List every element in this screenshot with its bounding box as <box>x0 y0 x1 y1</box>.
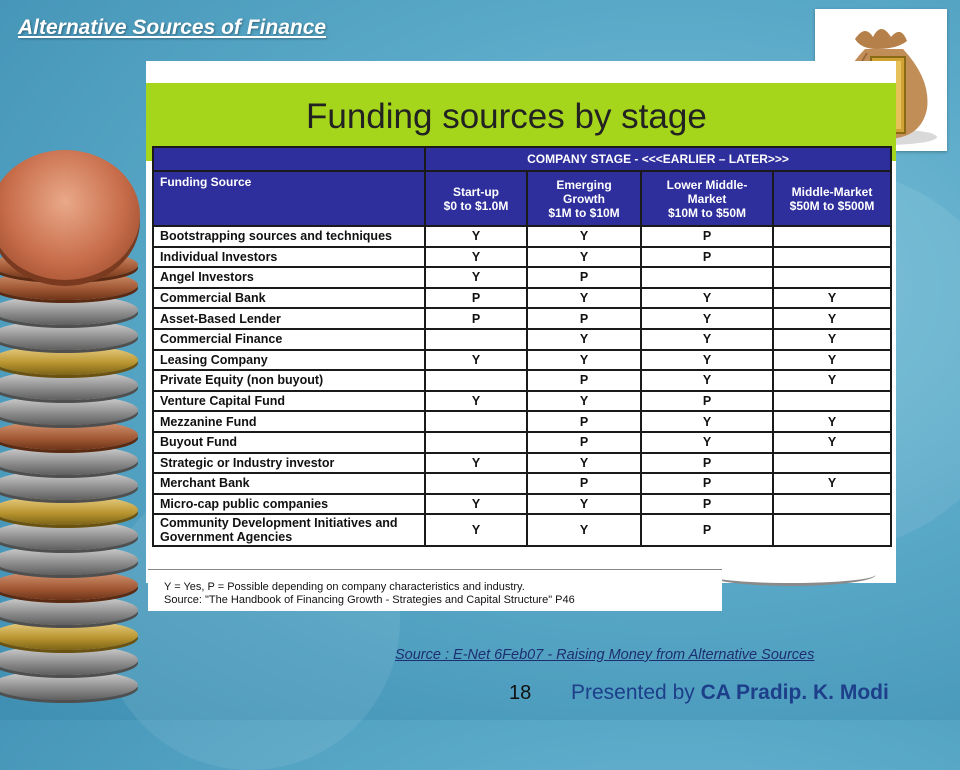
presenter-name: CA Pradip. K. Modi <box>700 681 889 704</box>
table-row: Community Development Initiatives and Government Agencies Y Y P <box>153 514 891 546</box>
footnote-legend: Y = Yes, P = Possible depending on company characteristics and industry. <box>164 581 525 593</box>
column-header: Start-up $0 to $1.0M <box>425 171 527 226</box>
table-row: Mezzanine Fund P Y Y <box>153 411 891 432</box>
coin-stack-image <box>0 150 140 720</box>
footnote-source: Source: "The Handbook of Financing Growth - Strategies and Capital Structure" P46 <box>164 594 575 606</box>
funding-table <box>152 146 892 547</box>
column-header: Emerging Growth $1M to $10M <box>527 171 641 226</box>
table-row: Commercial Bank P Y Y Y <box>153 288 891 309</box>
table-row: Buyout Fund P Y Y <box>153 432 891 453</box>
decorative-swoosh <box>706 563 876 586</box>
column-header: Middle-Market $50M to $500M <box>773 171 891 226</box>
table-row: Leasing Company Y Y Y Y <box>153 350 891 371</box>
table-row: Micro-cap public companies Y Y P <box>153 494 891 515</box>
table-row: Strategic or Industry investor Y Y P <box>153 453 891 474</box>
table-row: Venture Capital Fund Y Y P <box>153 391 891 412</box>
table-row: Commercial Finance Y Y Y <box>153 329 891 350</box>
page-number: 18 <box>509 682 532 704</box>
table-row: Asset-Based Lender P P Y Y <box>153 308 891 329</box>
table-row: Angel Investors Y P <box>153 267 891 288</box>
table-footnote <box>148 569 722 611</box>
table-row: Merchant Bank P P Y <box>153 473 891 494</box>
presenter-credit <box>571 681 889 705</box>
funding-source-header: Funding Source <box>153 171 425 226</box>
source-citation: Source : E-Net 6Feb07 - Raising Money from Alternative Sources <box>395 647 815 663</box>
table-row: Private Equity (non buyout) P Y Y <box>153 370 891 391</box>
table-header-blank <box>153 147 425 171</box>
stage-header: COMPANY STAGE - <<<EARLIER – LATER>>> <box>425 147 891 171</box>
funding-panel <box>146 61 896 583</box>
panel-heading: Funding sources by stage <box>306 97 707 136</box>
table-row: Bootstrapping sources and techniques Y Y P <box>153 226 891 247</box>
presented-by-label: Presented by <box>571 681 695 704</box>
table-row: Individual Investors Y Y P <box>153 247 891 268</box>
column-header: Lower Middle- Market $10M to $50M <box>641 171 773 226</box>
slide-title: Alternative Sources of Finance <box>18 16 327 39</box>
